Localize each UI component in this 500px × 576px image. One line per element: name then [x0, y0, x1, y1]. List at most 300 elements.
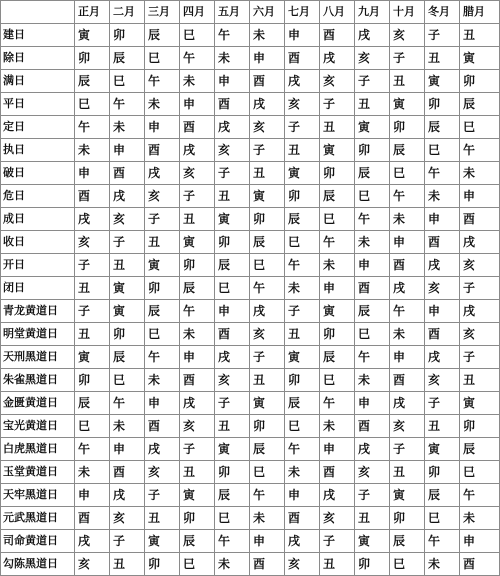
branch-cell: 巳	[145, 47, 180, 70]
row-label: 定日	[1, 116, 75, 139]
branch-cell: 申	[110, 139, 145, 162]
branch-cell: 未	[215, 47, 250, 70]
branch-cell: 寅	[75, 24, 110, 47]
branch-cell: 巳	[215, 277, 250, 300]
branch-cell: 寅	[320, 300, 355, 323]
branch-cell: 卯	[285, 185, 320, 208]
branch-cell: 辰	[250, 231, 285, 254]
corner-cell	[1, 1, 75, 24]
branch-cell: 未	[285, 277, 320, 300]
branch-cell: 寅	[285, 162, 320, 185]
branch-cell: 未	[110, 415, 145, 438]
table-row	[1, 208, 500, 231]
branch-cell: 卯	[320, 323, 355, 346]
branch-cell: 卯	[180, 254, 215, 277]
branch-cell: 卯	[145, 553, 180, 576]
branch-cell: 卯	[425, 93, 460, 116]
branch-cell: 寅	[285, 346, 320, 369]
branch-cell: 子	[110, 231, 145, 254]
branch-cell: 未	[145, 93, 180, 116]
branch-cell: 辰	[215, 254, 250, 277]
branch-cell: 申	[425, 208, 460, 231]
branch-cell: 丑	[285, 323, 320, 346]
branch-cell: 申	[320, 438, 355, 461]
branch-cell: 巳	[285, 231, 320, 254]
row-label: 平日	[1, 93, 75, 116]
branch-cell: 辰	[285, 208, 320, 231]
branch-cell: 酉	[460, 553, 500, 576]
row-label: 收日	[1, 231, 75, 254]
branch-cell: 卯	[75, 369, 110, 392]
branch-cell: 亥	[425, 369, 460, 392]
branch-cell: 巳	[75, 93, 110, 116]
header-row	[1, 1, 500, 24]
branch-cell: 未	[390, 208, 425, 231]
branch-cell: 午	[390, 185, 425, 208]
branch-cell: 申	[320, 277, 355, 300]
branch-cell: 申	[355, 254, 390, 277]
branch-cell: 寅	[425, 438, 460, 461]
branch-cell: 丑	[215, 185, 250, 208]
table-row	[1, 461, 500, 484]
branch-cell: 午	[355, 208, 390, 231]
branch-cell: 戌	[110, 185, 145, 208]
branch-cell: 戌	[425, 346, 460, 369]
branch-cell: 巳	[460, 461, 500, 484]
branch-cell: 辰	[390, 139, 425, 162]
branch-cell: 亥	[355, 461, 390, 484]
branch-cell: 丑	[320, 116, 355, 139]
branch-cell: 亥	[215, 139, 250, 162]
branch-cell: 酉	[110, 461, 145, 484]
branch-cell: 酉	[215, 323, 250, 346]
branch-cell: 申	[460, 185, 500, 208]
branch-cell: 子	[250, 346, 285, 369]
branch-cell: 午	[320, 392, 355, 415]
branch-cell: 丑	[145, 507, 180, 530]
branch-cell: 辰	[110, 346, 145, 369]
branch-cell: 辰	[425, 116, 460, 139]
branch-cell: 未	[285, 461, 320, 484]
branch-cell: 子	[425, 392, 460, 415]
branch-cell: 辰	[460, 438, 500, 461]
branch-cell: 亥	[110, 507, 145, 530]
branch-cell: 酉	[285, 507, 320, 530]
table-row	[1, 185, 500, 208]
branch-cell: 寅	[215, 208, 250, 231]
row-label: 危日	[1, 185, 75, 208]
branch-cell: 巳	[250, 461, 285, 484]
branch-cell: 午	[180, 47, 215, 70]
branch-cell: 亥	[460, 323, 500, 346]
branch-cell: 酉	[180, 369, 215, 392]
row-label: 元武黑道日	[1, 507, 75, 530]
branch-cell: 午	[320, 231, 355, 254]
branch-cell: 戌	[145, 162, 180, 185]
branch-cell: 丑	[355, 93, 390, 116]
branch-cell: 酉	[145, 415, 180, 438]
branch-cell: 酉	[215, 93, 250, 116]
row-label: 破日	[1, 162, 75, 185]
branch-cell: 申	[75, 484, 110, 507]
branch-cell: 午	[180, 300, 215, 323]
branch-cell: 午	[390, 300, 425, 323]
branch-cell: 申	[180, 346, 215, 369]
branch-cell: 午	[460, 484, 500, 507]
branch-cell: 丑	[110, 254, 145, 277]
branch-cell: 巳	[145, 323, 180, 346]
branch-cell: 未	[320, 254, 355, 277]
branch-cell: 酉	[75, 185, 110, 208]
table-row	[1, 415, 500, 438]
table-row	[1, 530, 500, 553]
branch-cell: 午	[215, 24, 250, 47]
row-label: 勾陈黑道日	[1, 553, 75, 576]
branch-cell: 子	[215, 162, 250, 185]
branch-cell: 寅	[320, 139, 355, 162]
branch-cell: 申	[355, 392, 390, 415]
branch-cell: 丑	[180, 461, 215, 484]
branch-cell: 巳	[110, 70, 145, 93]
branch-cell: 丑	[425, 47, 460, 70]
table-row	[1, 24, 500, 47]
branch-cell: 亥	[250, 116, 285, 139]
branch-cell: 亥	[75, 231, 110, 254]
branch-cell: 申	[110, 438, 145, 461]
branch-cell: 丑	[425, 415, 460, 438]
branch-cell: 午	[250, 277, 285, 300]
branch-cell: 未	[320, 415, 355, 438]
branch-cell: 午	[145, 70, 180, 93]
table-row	[1, 139, 500, 162]
branch-cell: 寅	[355, 530, 390, 553]
branch-cell: 午	[285, 254, 320, 277]
row-label: 朱雀黑道日	[1, 369, 75, 392]
branch-cell: 卯	[250, 208, 285, 231]
branch-cell: 戌	[355, 24, 390, 47]
branch-cell: 子	[180, 185, 215, 208]
branch-cell: 辰	[180, 277, 215, 300]
branch-cell: 未	[75, 461, 110, 484]
branch-cell: 酉	[355, 415, 390, 438]
branch-cell: 卯	[355, 553, 390, 576]
branch-cell: 卯	[215, 461, 250, 484]
branch-cell: 丑	[390, 70, 425, 93]
branch-cell: 卯	[75, 47, 110, 70]
row-label: 青龙黄道日	[1, 300, 75, 323]
month-header: 三月	[145, 1, 180, 24]
branch-cell: 酉	[425, 231, 460, 254]
branch-cell: 子	[425, 24, 460, 47]
branch-cell: 丑	[460, 24, 500, 47]
branch-cell: 未	[180, 323, 215, 346]
table-row	[1, 369, 500, 392]
branch-cell: 午	[75, 116, 110, 139]
branch-cell: 寅	[355, 116, 390, 139]
branch-cell: 未	[180, 70, 215, 93]
branch-cell: 未	[390, 323, 425, 346]
branch-cell: 寅	[215, 438, 250, 461]
branch-cell: 戌	[460, 231, 500, 254]
branch-cell: 酉	[320, 461, 355, 484]
branch-cell: 丑	[250, 369, 285, 392]
branch-cell: 卯	[390, 116, 425, 139]
branch-cell: 巳	[180, 553, 215, 576]
branch-cell: 酉	[460, 208, 500, 231]
table-body	[1, 24, 500, 576]
branch-cell: 午	[460, 139, 500, 162]
branch-cell: 子	[460, 277, 500, 300]
table-row	[1, 300, 500, 323]
branch-cell: 丑	[285, 139, 320, 162]
branch-cell: 亥	[390, 415, 425, 438]
branch-cell: 午	[110, 93, 145, 116]
branch-cell: 子	[285, 116, 320, 139]
branch-cell: 午	[425, 162, 460, 185]
table-row	[1, 438, 500, 461]
branch-cell: 戌	[425, 254, 460, 277]
table-row	[1, 484, 500, 507]
branch-cell: 申	[460, 530, 500, 553]
branch-cell: 戌	[320, 47, 355, 70]
month-header: 八月	[320, 1, 355, 24]
branch-cell: 酉	[145, 139, 180, 162]
branch-cell: 酉	[390, 254, 425, 277]
branch-cell: 午	[145, 346, 180, 369]
branch-cell: 亥	[355, 47, 390, 70]
branch-cell: 戌	[215, 116, 250, 139]
branch-cell: 子	[390, 438, 425, 461]
branch-cell: 卯	[355, 139, 390, 162]
branch-cell: 辰	[180, 530, 215, 553]
month-header: 七月	[285, 1, 320, 24]
branch-cell: 戌	[180, 392, 215, 415]
branch-cell: 辰	[110, 47, 145, 70]
branch-cell: 午	[285, 438, 320, 461]
branch-cell: 卯	[425, 461, 460, 484]
branch-cell: 未	[355, 231, 390, 254]
branch-cell: 亥	[250, 323, 285, 346]
branch-cell: 酉	[75, 507, 110, 530]
month-header: 腊月	[460, 1, 500, 24]
table-row	[1, 93, 500, 116]
branch-cell: 未	[250, 24, 285, 47]
branch-cell: 亥	[180, 162, 215, 185]
branch-cell: 亥	[285, 553, 320, 576]
branch-cell: 申	[145, 116, 180, 139]
row-label: 金匮黄道日	[1, 392, 75, 415]
table-row	[1, 231, 500, 254]
branch-cell: 巳	[355, 185, 390, 208]
branch-cell: 亥	[425, 277, 460, 300]
month-header: 正月	[75, 1, 110, 24]
row-label: 天刑黑道日	[1, 346, 75, 369]
branch-cell: 申	[285, 484, 320, 507]
branch-cell: 寅	[180, 484, 215, 507]
branch-cell: 酉	[180, 116, 215, 139]
branch-cell: 子	[250, 139, 285, 162]
row-label: 闭日	[1, 277, 75, 300]
branch-cell: 辰	[250, 438, 285, 461]
branch-cell: 亥	[285, 93, 320, 116]
branch-cell: 卯	[110, 24, 145, 47]
branch-cell: 亥	[145, 461, 180, 484]
branch-cell: 亥	[320, 507, 355, 530]
branch-cell: 辰	[285, 392, 320, 415]
branch-cell: 酉	[355, 277, 390, 300]
branch-cell: 申	[215, 300, 250, 323]
branch-cell: 巳	[75, 415, 110, 438]
branch-cell: 亥	[460, 254, 500, 277]
branch-cell: 卯	[460, 70, 500, 93]
table-row	[1, 507, 500, 530]
branch-cell: 申	[145, 392, 180, 415]
branch-cell: 午	[355, 346, 390, 369]
branch-cell: 巳	[390, 553, 425, 576]
row-label: 建日	[1, 24, 75, 47]
branch-cell: 戌	[250, 300, 285, 323]
branch-cell: 卯	[390, 507, 425, 530]
branch-cell: 子	[355, 70, 390, 93]
branch-cell: 酉	[250, 553, 285, 576]
branch-cell: 未	[425, 185, 460, 208]
branch-cell: 卯	[110, 323, 145, 346]
branch-cell: 申	[250, 47, 285, 70]
branch-cell: 申	[215, 70, 250, 93]
month-header: 冬月	[425, 1, 460, 24]
branch-cell: 寅	[250, 392, 285, 415]
branch-cell: 寅	[425, 70, 460, 93]
branch-cell: 子	[285, 300, 320, 323]
branch-cell: 戌	[460, 300, 500, 323]
branch-cell: 戌	[390, 277, 425, 300]
branch-cell: 巳	[355, 323, 390, 346]
branch-cell: 卯	[250, 415, 285, 438]
branch-cell: 戌	[285, 70, 320, 93]
branch-cell: 寅	[460, 392, 500, 415]
branch-cell: 子	[75, 254, 110, 277]
branch-cell: 申	[285, 24, 320, 47]
branch-cell: 丑	[355, 507, 390, 530]
branch-cell: 未	[355, 369, 390, 392]
branch-cell: 辰	[75, 70, 110, 93]
branch-cell: 辰	[145, 300, 180, 323]
branch-cell: 申	[390, 231, 425, 254]
branch-cell: 酉	[110, 162, 145, 185]
row-label: 开日	[1, 254, 75, 277]
branch-cell: 卯	[215, 231, 250, 254]
branch-cell: 辰	[425, 484, 460, 507]
table-row	[1, 553, 500, 576]
branch-cell: 丑	[145, 231, 180, 254]
branch-cell: 辰	[320, 346, 355, 369]
branch-cell: 午	[425, 530, 460, 553]
branch-cell: 子	[215, 392, 250, 415]
branch-cell: 子	[320, 530, 355, 553]
branch-cell: 戌	[320, 484, 355, 507]
branch-cell: 子	[355, 484, 390, 507]
branch-cell: 寅	[110, 300, 145, 323]
branch-cell: 丑	[320, 553, 355, 576]
branch-cell: 申	[75, 162, 110, 185]
table-row	[1, 162, 500, 185]
branch-cell: 午	[215, 530, 250, 553]
branch-cell: 申	[425, 300, 460, 323]
branch-cell: 子	[460, 346, 500, 369]
table-row	[1, 70, 500, 93]
branch-cell: 申	[390, 346, 425, 369]
branch-cell: 未	[460, 162, 500, 185]
table-row	[1, 392, 500, 415]
branch-cell: 子	[145, 484, 180, 507]
branch-cell: 亥	[145, 185, 180, 208]
branch-cell: 辰	[355, 162, 390, 185]
month-header: 五月	[215, 1, 250, 24]
row-label: 天牢黑道日	[1, 484, 75, 507]
branch-cell: 亥	[215, 369, 250, 392]
branch-cell: 巳	[180, 24, 215, 47]
branch-cell: 酉	[425, 323, 460, 346]
table-row	[1, 254, 500, 277]
branch-cell: 辰	[355, 300, 390, 323]
branch-cell: 亥	[75, 553, 110, 576]
branch-cell: 戌	[215, 346, 250, 369]
branch-cell: 卯	[145, 277, 180, 300]
branch-cell: 酉	[285, 47, 320, 70]
branch-cell: 丑	[75, 323, 110, 346]
branch-cell: 辰	[320, 185, 355, 208]
branch-cell: 巳	[320, 369, 355, 392]
branch-cell: 丑	[110, 553, 145, 576]
branch-cell: 戌	[285, 530, 320, 553]
row-label: 满日	[1, 70, 75, 93]
branch-cell: 辰	[145, 24, 180, 47]
branch-cell: 酉	[250, 70, 285, 93]
branch-cell: 寅	[110, 277, 145, 300]
branch-cell: 巳	[285, 415, 320, 438]
row-label: 执日	[1, 139, 75, 162]
row-label: 玉堂黄道日	[1, 461, 75, 484]
row-label: 除日	[1, 47, 75, 70]
branch-cell: 戌	[75, 530, 110, 553]
branch-cell: 戌	[250, 93, 285, 116]
branch-cell: 申	[250, 530, 285, 553]
branch-cell: 辰	[390, 530, 425, 553]
branch-cell: 卯	[460, 415, 500, 438]
branch-cell: 未	[75, 139, 110, 162]
branch-cell: 戌	[355, 438, 390, 461]
branch-cell: 辰	[75, 392, 110, 415]
branch-cell: 巳	[250, 254, 285, 277]
branch-cell: 未	[425, 553, 460, 576]
table-row	[1, 116, 500, 139]
branch-cell: 巳	[320, 208, 355, 231]
branch-cell: 寅	[460, 47, 500, 70]
row-label: 司命黄道日	[1, 530, 75, 553]
branch-cell: 巳	[390, 162, 425, 185]
month-header: 六月	[250, 1, 285, 24]
branch-cell: 子	[180, 438, 215, 461]
branch-cell: 子	[145, 208, 180, 231]
table-row	[1, 47, 500, 70]
branch-cell: 酉	[390, 369, 425, 392]
branch-cell: 卯	[320, 162, 355, 185]
branch-cell: 戌	[145, 438, 180, 461]
branch-cell: 酉	[320, 24, 355, 47]
branch-cell: 未	[460, 507, 500, 530]
branch-cell: 亥	[110, 208, 145, 231]
row-label: 明堂黄道日	[1, 323, 75, 346]
